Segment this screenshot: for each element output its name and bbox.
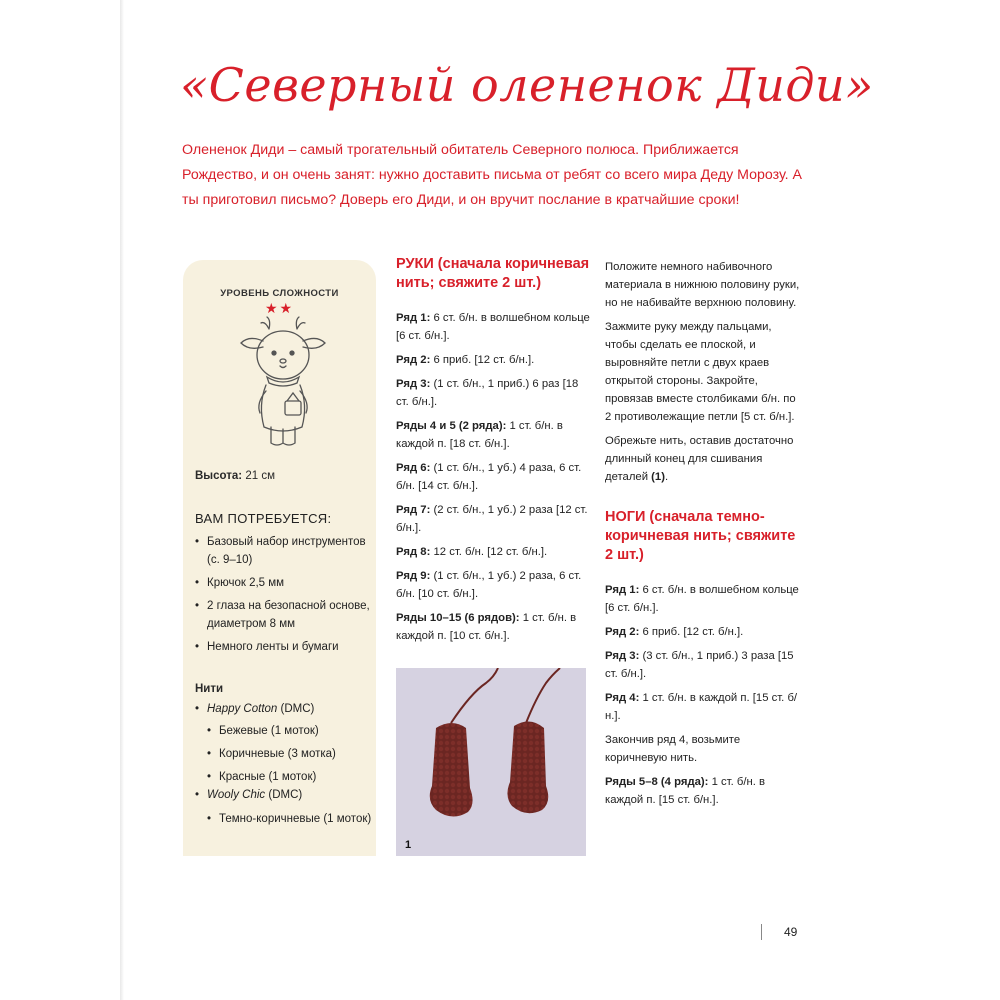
page-number: 49 bbox=[784, 925, 798, 939]
yarn-list bbox=[195, 700, 370, 723]
pattern-row: Ряд 3: (3 ст. б/н., 1 приб.) 3 раза [15 ст. б/н.]. bbox=[605, 650, 794, 680]
page-title: «Северный олененок Диди» bbox=[180, 58, 874, 112]
arms-heading: РУКИ (сначала коричневая нить; свяжите 2 шт.) bbox=[396, 256, 590, 291]
pattern-row: Ряд 7: (2 ст. б/н., 1 уб.) 2 раза [12 ст. б/н.]. bbox=[396, 504, 588, 534]
list-item: • Красные (1 моток) bbox=[207, 768, 367, 786]
yarn1-name: Happy Cotton bbox=[207, 703, 278, 715]
needs-title: ВАМ ПОТРЕБУЕТСЯ: bbox=[195, 511, 332, 526]
crochet-arms-image bbox=[396, 668, 586, 856]
pattern-row: Ряды 5–8 (4 ряда): 1 ст. б/н. в каждой п. [15 ст. б/н.]. bbox=[605, 776, 765, 806]
yarn1-colors bbox=[207, 722, 367, 791]
yarn2-brand: (DMC) bbox=[268, 789, 303, 801]
deer-illustration bbox=[233, 315, 333, 450]
difficulty-stars: ★★ bbox=[264, 300, 295, 316]
list-item: • Бежевые (1 моток) bbox=[207, 722, 367, 740]
difficulty-label: УРОВЕНЬ СЛОЖНОСТИ bbox=[220, 288, 339, 299]
instruction-paragraph: Зажмите руку между пальцами, чтобы сделать ее плоской, и выровняйте петли с двух краев открытой стороны. Закройте, провязав вместе столбиками б/н. по 2 противолежащие петли [5 ст. б/н.]. bbox=[605, 321, 796, 423]
pattern-row: Ряд 6: (1 ст. б/н., 1 уб.) 4 раза, 6 ст. б/н. [14 ст. б/н.]. bbox=[396, 462, 582, 492]
pattern-row: Ряд 2: 6 приб. [12 ст. б/н.]. bbox=[605, 626, 744, 638]
legs-note: Закончив ряд 4, возьмите коричневую нить. bbox=[605, 734, 741, 764]
height-info bbox=[195, 467, 275, 485]
pattern-row: Ряд 9: (1 ст. б/н., 1 уб.) 2 раза, 6 ст. б/н. [10 ст. б/н.]. bbox=[396, 570, 582, 600]
list-item: • Темно-коричневые (1 моток) bbox=[207, 810, 372, 828]
pattern-row: Ряд 1: 6 ст. б/н. в волшебном кольце [6 ст. б/н.]. bbox=[605, 584, 799, 614]
materials-sidebar bbox=[183, 260, 376, 856]
list-item: • Немного ленты и бумаги bbox=[195, 638, 370, 656]
legs-heading: НОГИ (сначала темно-коричневая нить; свяжите 2 шт.) bbox=[605, 509, 796, 563]
height-value: 21 см bbox=[245, 470, 275, 482]
yarn1-brand: (DMC) bbox=[280, 703, 315, 715]
instruction-paragraph: Обрежьте нить, оставив достаточно длинный конец для сшивания деталей (1). bbox=[605, 435, 794, 483]
pattern-row: Ряд 8: 12 ст. б/н. [12 ст. б/н.]. bbox=[396, 546, 548, 558]
page-number-divider bbox=[761, 924, 762, 940]
needs-list bbox=[195, 533, 370, 661]
list-item: • 2 глаза на безопасной основе, диаметром 8 мм bbox=[195, 597, 370, 633]
arms-section bbox=[396, 255, 590, 651]
yarn-brand-item bbox=[195, 700, 370, 718]
intro-text: Олененок Диди – самый трогательный обитатель Северного полюса. Приближается Рождество, и он очень занят: нужно доставить письма от ребят со всего мира Деду Морозу. А ты приготовил письмо? Доверь его Диди, и он вручит послание в кратчайшие сроки! bbox=[182, 142, 803, 208]
height-label: Высота: bbox=[195, 470, 243, 482]
instruction-paragraph: Положите немного набивочного материала в нижнюю половину руки, но не набивайте верхнюю половину. bbox=[605, 261, 800, 309]
pattern-row: Ряды 10–15 (6 рядов): 1 ст. б/н. в каждой п. [10 ст. б/н.]. bbox=[396, 612, 577, 642]
list-item: • Крючок 2,5 мм bbox=[195, 574, 370, 592]
pattern-row: Ряд 2: 6 приб. [12 ст. б/н.]. bbox=[396, 354, 535, 366]
yarn2-name: Wooly Chic bbox=[207, 789, 266, 801]
pattern-row: Ряд 3: (1 ст. б/н., 1 приб.) 6 раз [18 ст. б/н.]. bbox=[396, 378, 579, 408]
yarn-title: Нити bbox=[195, 683, 224, 695]
arms-photo bbox=[396, 668, 586, 856]
pattern-row: Ряд 1: 6 ст. б/н. в волшебном кольце [6 ст. б/н.]. bbox=[396, 312, 590, 342]
yarn2-colors bbox=[207, 810, 372, 833]
list-item: • Коричневые (3 мотка) bbox=[207, 745, 367, 763]
yarn-brand-item bbox=[195, 786, 370, 804]
photo-number: 1 bbox=[405, 839, 412, 851]
instructions-section bbox=[605, 258, 805, 815]
yarn-list-2 bbox=[195, 786, 370, 809]
list-item: • Базовый набор инструментов (с. 9–10) bbox=[195, 533, 370, 569]
pattern-row: Ряды 4 и 5 (2 ряда): 1 ст. б/н. в каждой п. [18 ст. б/н.]. bbox=[396, 420, 563, 450]
pattern-row: Ряд 4: 1 ст. б/н. в каждой п. [15 ст. б/н.]. bbox=[605, 692, 798, 722]
